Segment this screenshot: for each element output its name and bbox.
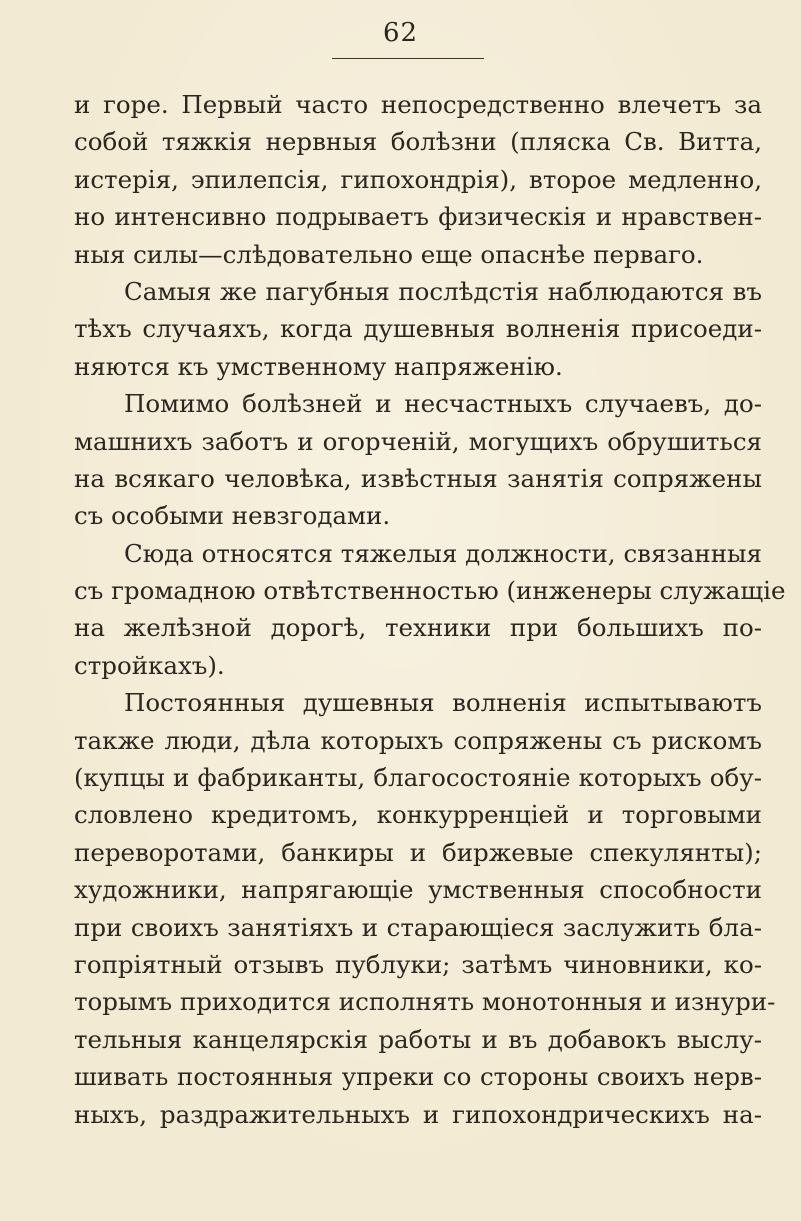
paragraph: [74, 86, 762, 273]
text-line: на всякаго человѣка, извѣстныя занятія сопряжены: [74, 463, 762, 493]
text-line: на желѣзной дорогѣ, техники при большихъ по-: [74, 613, 762, 643]
paragraph: [74, 273, 762, 385]
page-number: 62: [382, 18, 419, 48]
text-line: съ громадною отвѣтственностью (инженеры служащіе: [74, 576, 786, 606]
text-line: торымъ приходится исполнять монотонныя и изнури-: [74, 987, 776, 1017]
header-rule: [332, 58, 484, 59]
text-line: ныхъ, раздражительныхъ и гипохондрическихъ на-: [74, 1099, 762, 1129]
text-line: шивать постоянныя упреки со стороны своихъ нерв-: [74, 1062, 762, 1092]
text-line: Помимо болѣзней и несчастныхъ случаевъ, до-: [124, 389, 762, 419]
text-line: переворотами, банкиры и биржевые спекулянты);: [74, 837, 762, 867]
text-line: няются къ умственному напряженію.: [74, 351, 563, 381]
text-line: тельныя канцелярскія работы и въ добавокъ выслу-: [74, 1024, 762, 1054]
text-line: (купцы и фабриканты, благосостояніе которыхъ обу-: [74, 763, 762, 793]
text-line: собой тяжкія нервныя болѣзни (пляска Св. Витта,: [74, 127, 762, 157]
text-line: словлено кредитомъ, конкурренціей и торговыми: [74, 800, 762, 830]
text-line: Постоянныя душевныя волненія испытываютъ: [124, 688, 762, 718]
text-line: Самыя же пагубныя послѣдстія наблюдаются въ: [124, 276, 762, 306]
text-line: художники, напрягающіе умственныя способности: [74, 875, 762, 905]
text-line: и горе. Первый часто непосредственно влечетъ за: [74, 90, 762, 119]
text-line: ныя силы—слѣдовательно еще опаснѣе перваго.: [74, 239, 704, 269]
text-line: тѣхъ случаяхъ, когда душевныя волненія присоеди-: [74, 314, 762, 344]
text-line: также люди, дѣла которыхъ сопряжены съ рискомъ: [74, 725, 762, 755]
text-line: стройкахъ).: [74, 650, 225, 680]
text-line: гопріятный отзывъ публуки; затѣмъ чиновники, ко-: [74, 949, 762, 979]
text-line: при своихъ занятіяхъ и старающіеся заслужить бла-: [74, 912, 762, 942]
text-line: но интенсивно подрываетъ физическія и нравствен-: [74, 202, 762, 232]
text-line: истерія, эпилепсія, гипохондрія), второе медленно,: [74, 164, 762, 194]
text-line: Сюда относятся тяжелыя должности, связанныя: [124, 538, 762, 568]
text-line: съ особыми невзгодами.: [74, 501, 391, 531]
paragraph: [74, 385, 762, 535]
body-text: [74, 86, 786, 1133]
paragraph: [74, 684, 776, 1133]
paragraph: [74, 535, 786, 685]
text-line: машнихъ заботъ и огорченій, могущихъ обрушиться: [74, 426, 762, 456]
